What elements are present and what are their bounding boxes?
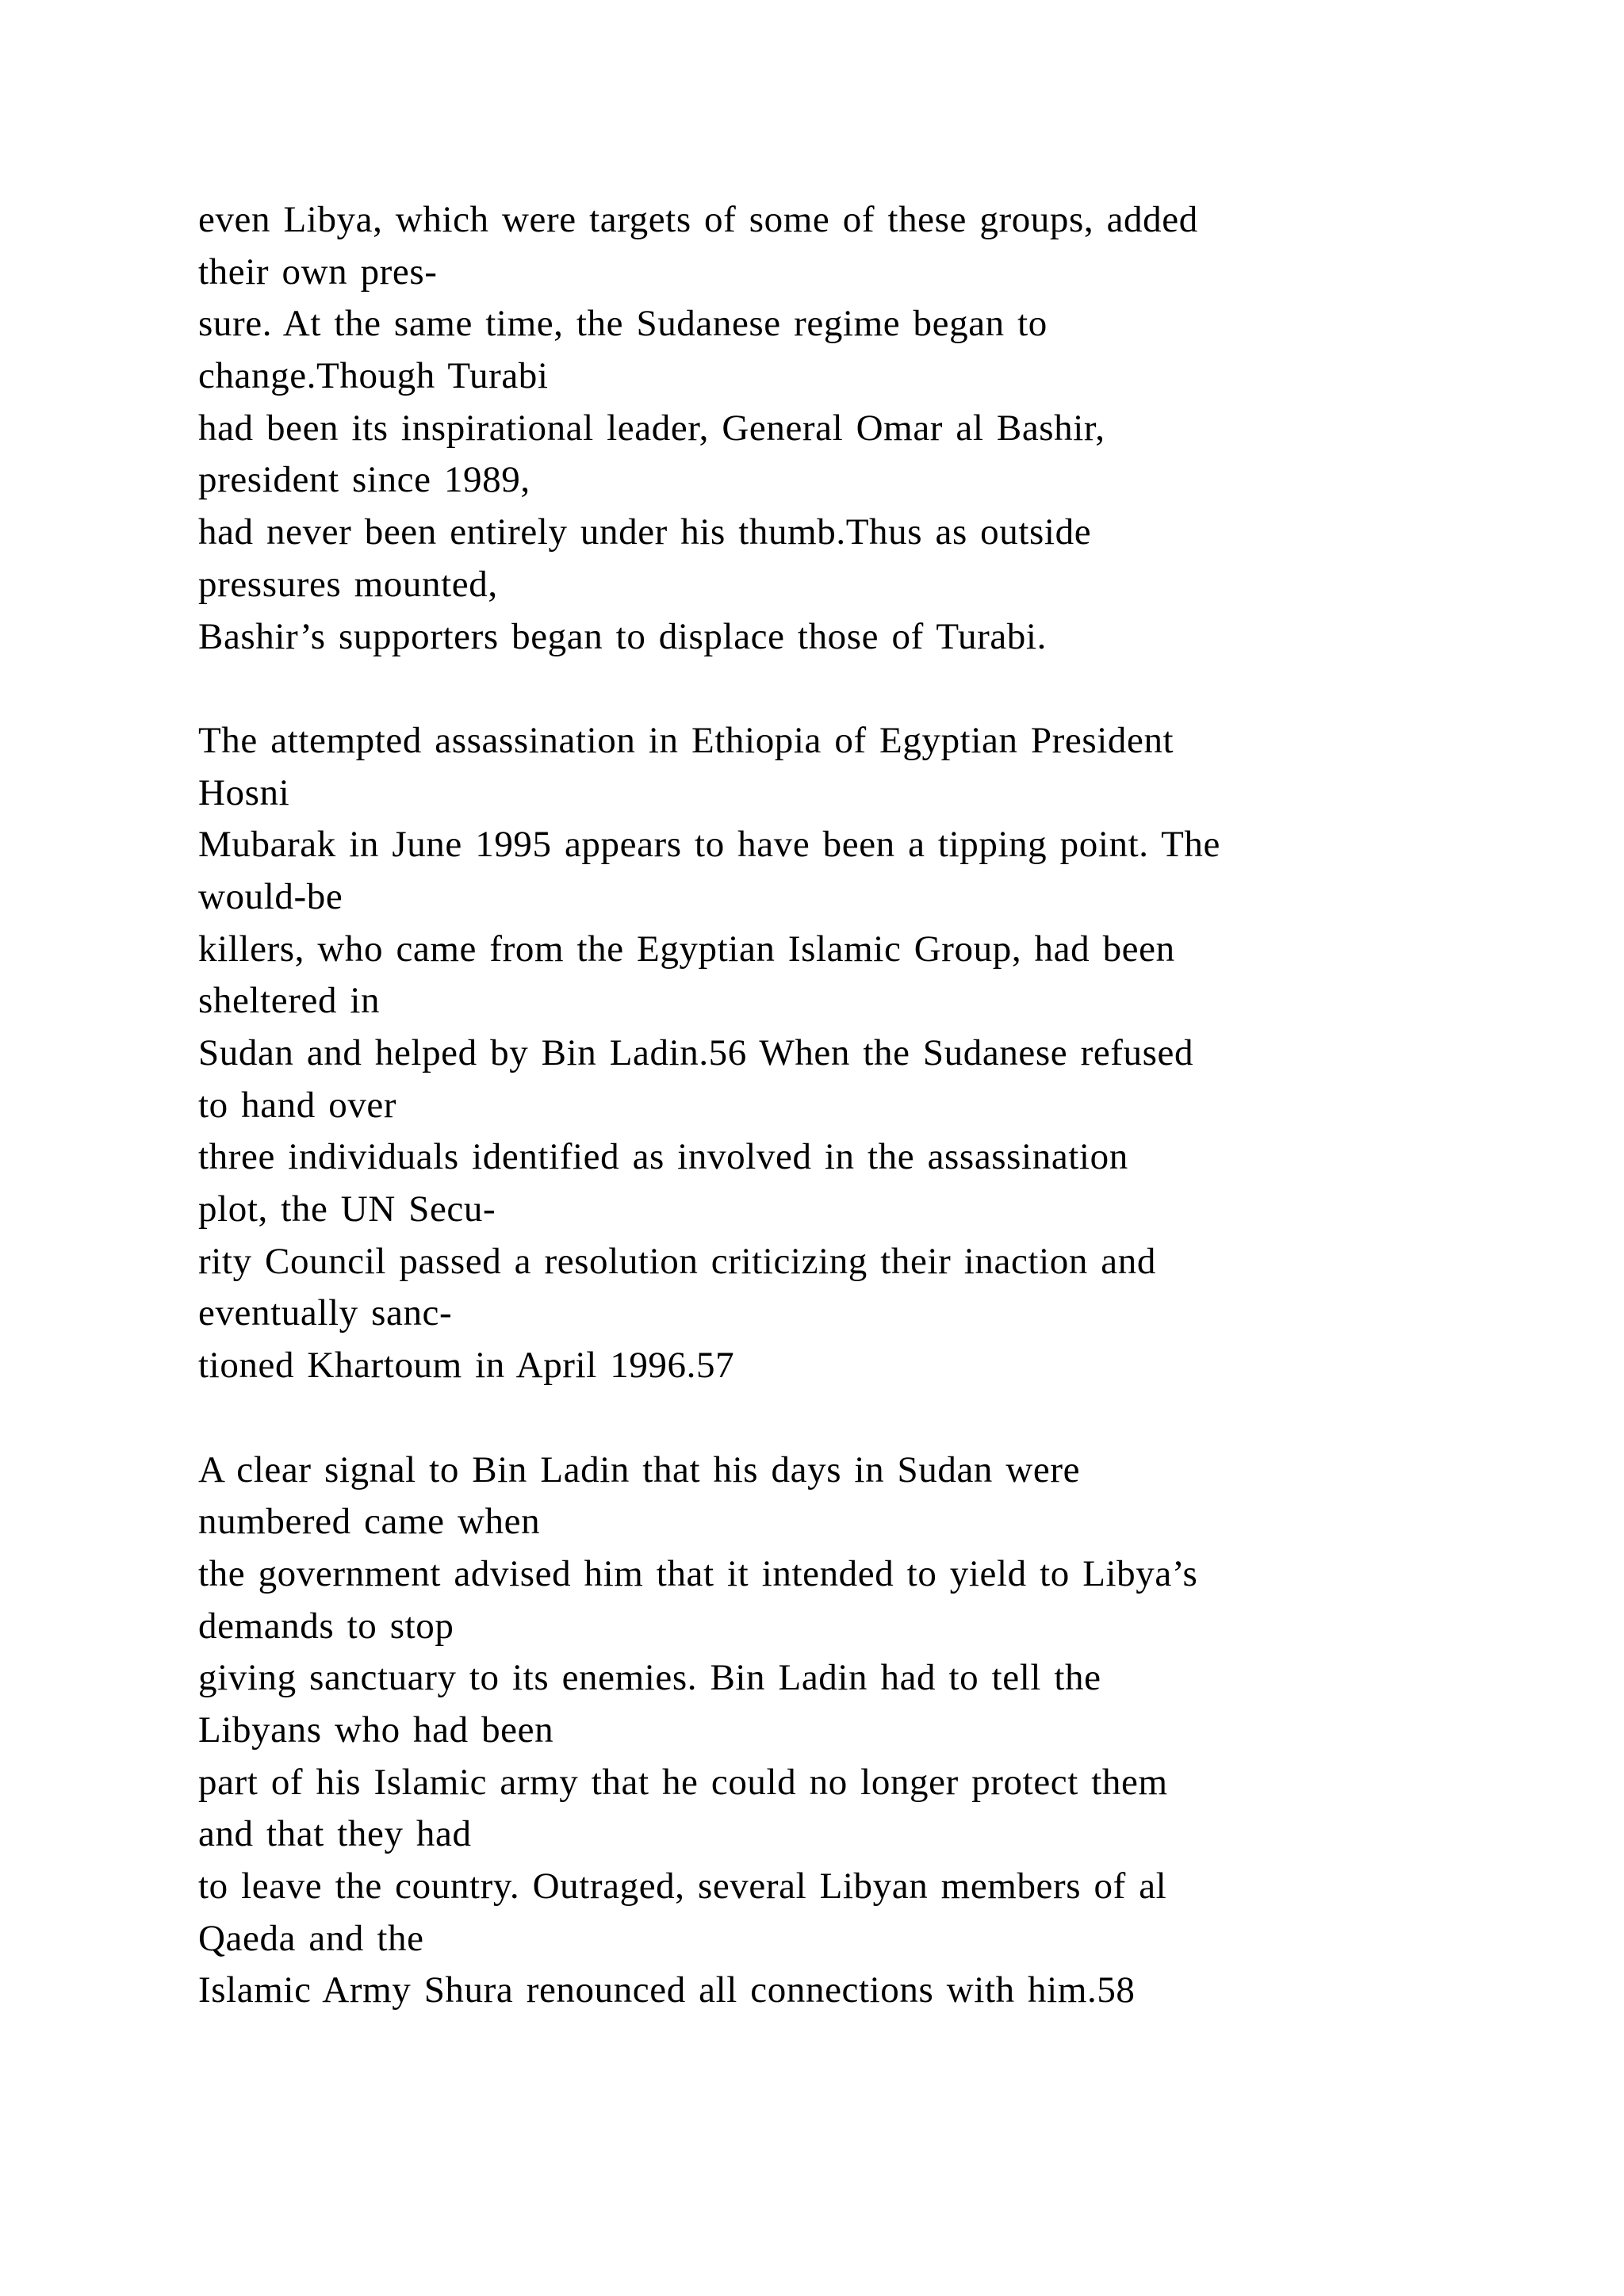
text-line: Mubarak in June 1995 appears to have been a tipping point. The [198, 824, 1220, 866]
text-line: three individuals identified as involved in the assassination [198, 1136, 1128, 1178]
text-line: had been its inspirational leader, General Omar al Bashir, [198, 407, 1105, 449]
text-line: change.Though Turabi [198, 355, 549, 397]
text-line: their own pres- [198, 251, 438, 293]
text-line: had never been entirely under his thumb.Thus as outside [198, 511, 1092, 553]
paragraph-3 [198, 1445, 1507, 2018]
text-line: Bashir’s supporters began to displace those of Turabi. [198, 615, 1047, 657]
text-line: giving sanctuary to its enemies. Bin Ladin had to tell the [198, 1657, 1101, 1699]
text-line: The attempted assassination in Ethiopia of Egyptian President [198, 719, 1174, 761]
text-line: president since 1989, [198, 459, 530, 501]
text-line: would-be [198, 875, 343, 917]
paragraph-2 [198, 715, 1507, 1392]
text-line: the government advised him that it intended to yield to Libya’s [198, 1552, 1198, 1594]
text-line: and that they had [198, 1813, 472, 1855]
document-body [198, 194, 1507, 2017]
paragraph-spacer [198, 1392, 1507, 1445]
text-line: pressures mounted, [198, 563, 498, 605]
text-line: Hosni [198, 771, 290, 813]
text-line: sheltered in [198, 980, 381, 1022]
text-line: sure. At the same time, the Sudanese regime began to [198, 303, 1048, 345]
text-line: A clear signal to Bin Ladin that his days in Sudan were [198, 1448, 1081, 1490]
text-line: killers, who came from the Egyptian Islamic Group, had been [198, 928, 1175, 970]
text-line: part of his Islamic army that he could no longer protect them [198, 1761, 1168, 1803]
paragraph-spacer [198, 663, 1507, 715]
text-line: tioned Khartoum in April 1996.57 [198, 1345, 735, 1387]
text-line: Libyans who had been [198, 1709, 554, 1751]
text-line: to hand over [198, 1084, 397, 1126]
text-line: Qaeda and the [198, 1917, 424, 1959]
text-line: eventually sanc- [198, 1292, 453, 1334]
text-line: Sudan and helped by Bin Ladin.56 When the Sudanese refused [198, 1032, 1194, 1073]
text-line: rity Council passed a resolution criticizing their inaction and [198, 1240, 1156, 1282]
paragraph-1 [198, 194, 1507, 663]
text-line: to leave the country. Outraged, several Libyan members of al [198, 1866, 1167, 1907]
text-line: numbered came when [198, 1501, 541, 1543]
text-line: demands to stop [198, 1605, 454, 1647]
text-line: even Libya, which were targets of some of these groups, added [198, 199, 1198, 240]
text-line: Islamic Army Shura renounced all connections with him.58 [198, 1969, 1136, 2011]
text-line: plot, the UN Secu- [198, 1188, 496, 1230]
